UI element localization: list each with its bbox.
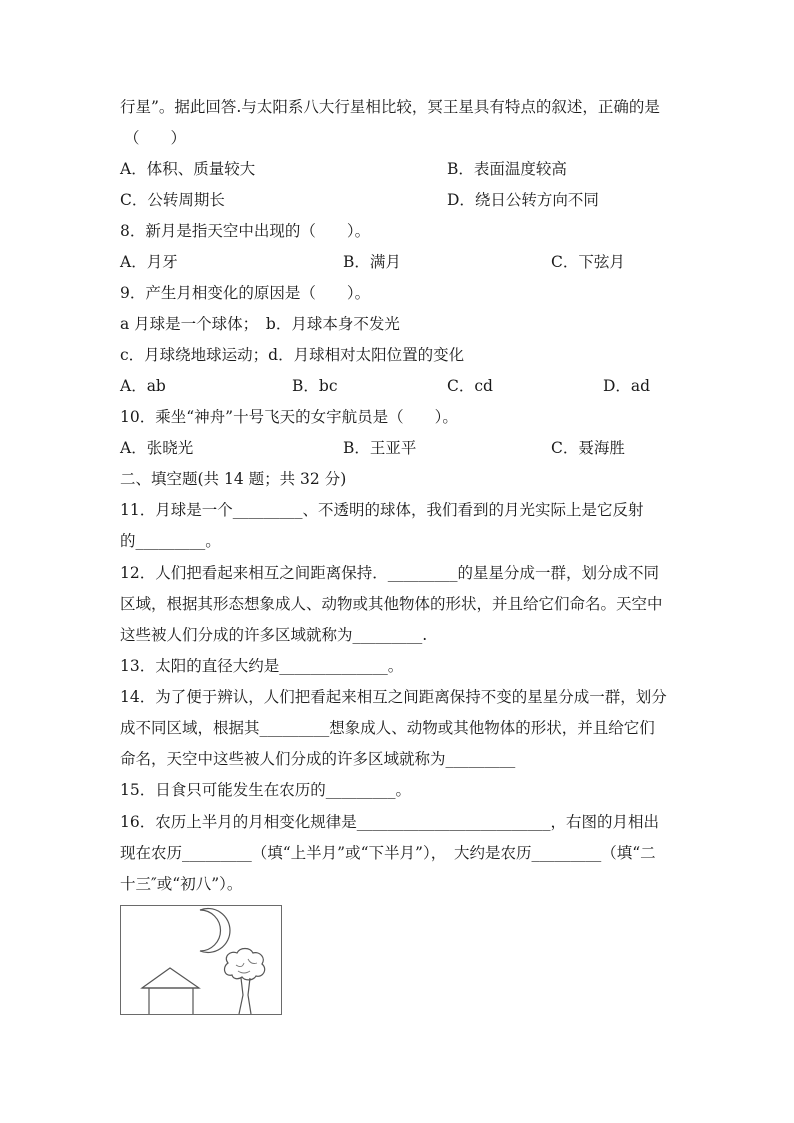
q11-line-1: 11．月球是一个_________、不透明的球体，我们看到的月光实际上是它反射	[120, 501, 644, 519]
q7-stem-continued: 行星”。据此回答.与太阳系八大行星相比较，冥王星具有特点的叙述，正确的是	[120, 98, 660, 116]
q12-line-3: 这些被人们分成的许多区域就称为_________.	[120, 626, 428, 644]
q9-option-b: B．bc	[292, 377, 338, 395]
q10-option-a: A．张晓光	[120, 439, 194, 457]
q9-statement-line-2: c．月球绕地球运动；d．月球相对太阳位置的变化	[120, 346, 465, 364]
q12-line-2: 区域，根据其形态想象成人、动物或其他物体的形状，并且给它们命名。天空中	[120, 595, 663, 613]
q15-line: 15．日食只可能发生在农历的_________。	[120, 781, 411, 799]
q13-line: 13．太阳的直径大约是______________。	[120, 657, 404, 675]
q8-stem: 8．新月是指天空中出现的（ ）。	[120, 222, 371, 240]
moon-phase-figure	[120, 905, 282, 1015]
q14-line-3: 命名，天空中这些被人们分成的许多区域就称为_________	[120, 750, 516, 768]
q14-line-2: 成不同区域，根据其_________想象成人、动物或其他物体的形状，并且给它们	[120, 719, 655, 737]
section-heading-fill-blank: 二、填空题(共 14 题；共 32 分)	[120, 470, 347, 488]
q12-line-1: 12．人们把看起来相互之间距离保持．_________的星星分成一群，划分成不同	[120, 564, 659, 582]
q10-option-b: B．王亚平	[343, 439, 417, 457]
q10-stem: 10．乘坐“神舟”十号飞天的女宇航员是（ ）。	[120, 408, 458, 426]
q9-option-a: A．ab	[120, 377, 166, 395]
q7-option-c: C．公转周期长	[120, 191, 225, 209]
q10-option-c: C．聂海胜	[551, 439, 625, 457]
q8-option-a: A．月牙	[120, 253, 178, 271]
q14-line-1: 14．为了便于辨认，人们把看起来相互之间距离保持不变的星星分成一群，划分	[120, 688, 667, 706]
q9-option-c: C．cd	[447, 377, 493, 395]
q11-line-2: 的_________。	[120, 532, 221, 550]
q7-option-b: B．表面温度较高	[447, 160, 567, 178]
q9-statement-line-1: a 月球是一个球体； b．月球本身不发光	[120, 315, 400, 333]
q8-option-c: C．下弦月	[551, 253, 625, 271]
q9-stem: 9．产生月相变化的原因是（ ）。	[120, 284, 371, 302]
q9-option-d: D．ad	[603, 377, 651, 395]
q16-line-3: 十三″或“初八”）。	[120, 875, 243, 893]
q8-option-b: B．满月	[343, 253, 401, 271]
q7-answer-blank: （ ）	[124, 129, 187, 147]
q16-line-2: 现在农历_________（填“上半月”或“下半月”）， 大约是农历_________（填“二	[120, 844, 656, 862]
q7-option-a: A．体积、质量较大	[120, 160, 256, 178]
q7-option-d: D．绕日公转方向不同	[447, 191, 599, 209]
q16-line-1: 16．农历上半月的月相变化规律是_________________________，右图的月相出	[120, 813, 659, 831]
